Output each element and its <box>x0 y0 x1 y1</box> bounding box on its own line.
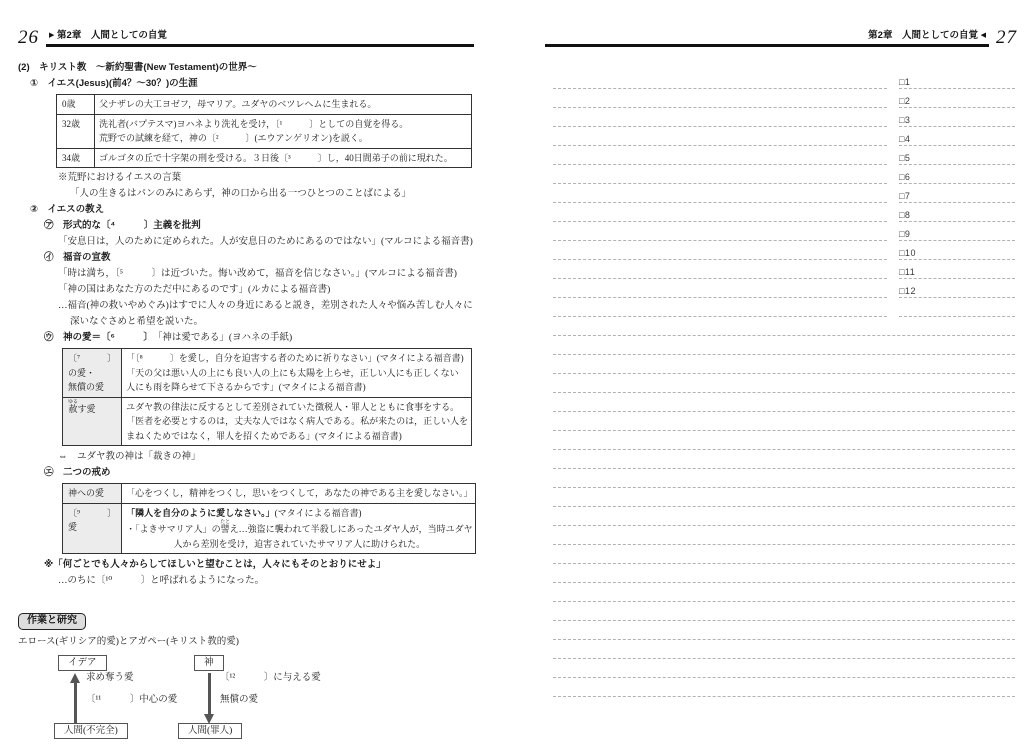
note-answer-line <box>899 203 1015 222</box>
event-cell <box>95 114 472 148</box>
commandments-table <box>62 483 476 554</box>
note-line <box>553 203 887 222</box>
note-number-label: □10 <box>899 248 916 258</box>
right-header-rule <box>545 44 989 47</box>
god-box: 神 <box>194 655 224 671</box>
event-line: 荒野での試練を経て，神の〔² 〕(エウアンゲリオン)を説く。 <box>99 133 368 143</box>
note-line <box>553 127 887 146</box>
note-row <box>553 355 1015 374</box>
commandment-type-line: 愛 <box>68 522 78 532</box>
commandment-type-cell <box>63 503 122 554</box>
love-type-cell <box>63 397 122 446</box>
note-number-label: □1 <box>899 77 911 87</box>
note-line <box>553 640 1015 659</box>
note-answer-line <box>899 184 1015 203</box>
love-type-line: の愛・ <box>68 367 96 378</box>
note-line <box>553 583 1015 602</box>
notes-area <box>553 70 1015 697</box>
note-line <box>553 146 887 165</box>
right-chapter-text: 第2章 人間としての自覚 <box>868 30 978 41</box>
note-row <box>553 108 1015 127</box>
idea-box: イデア <box>58 655 107 671</box>
note-row <box>553 469 1015 488</box>
note-line <box>553 165 887 184</box>
note-line <box>553 488 1015 507</box>
event-line: 洗礼者(バプテスマ)ヨハネより洗礼を受け，〔¹ 〕としての自覚を得る。 <box>99 118 409 129</box>
note-row <box>553 165 1015 184</box>
teaching-b-title: ㋑ 福音の宣教 <box>44 252 111 263</box>
right-header-rule-block <box>545 29 989 47</box>
love-desc-cell <box>122 349 472 398</box>
exercise-badge: 作業と研究 <box>18 613 86 630</box>
note-number-label: □6 <box>899 172 911 182</box>
note-answer-line <box>899 127 1015 146</box>
note-row <box>553 507 1015 526</box>
right-page-header <box>545 28 1017 47</box>
note-line <box>553 526 1015 545</box>
event-cell <box>95 148 472 168</box>
left-header-rule <box>46 44 474 47</box>
teaching-c-title-bold: ㋒ 神の愛＝〔⁶ 〕 <box>44 332 149 343</box>
table-row <box>57 95 472 115</box>
note-number-label: □2 <box>899 96 911 106</box>
event-line: 父ナザレの大工ヨゼフ，母マリア。ユダヤのベツレヘムに生まれる。 <box>99 99 377 109</box>
left-header-rule-block <box>46 29 474 47</box>
note-row <box>553 127 1015 146</box>
note-row <box>553 450 1015 469</box>
note-row <box>553 602 1015 621</box>
eros-agape-diagram <box>18 655 520 747</box>
table-row <box>63 397 472 446</box>
note-row <box>553 222 1015 241</box>
teaching-a-title: ㋐ 形式的な〔⁴ 〕主義を批判 <box>44 220 201 231</box>
love-table <box>62 348 472 446</box>
note-number-label: □9 <box>899 229 911 239</box>
agape-label-1: 〔¹² 〕に与える愛 <box>220 673 321 683</box>
note-line <box>553 355 1015 374</box>
teaching-b-note2: 深いなぐさめと希望を説いた。 <box>70 317 204 327</box>
note-line <box>553 507 1015 526</box>
note-line <box>553 184 887 203</box>
note-answer-line <box>899 260 1015 279</box>
table-row <box>57 114 472 148</box>
commandment-desc-cell <box>122 484 475 504</box>
ruby-text: 譬たと <box>220 520 231 534</box>
note-answer-line <box>899 222 1015 241</box>
event-line: ゴルゴタの丘で十字架の刑を受ける。３日後〔³ 〕し，40日間弟子の前に現れた。 <box>99 152 453 163</box>
teaching-a-quote: 「安息日は，人のために定められた。人が安息日のためにあるのではない」(マルコによる福音書) <box>58 237 473 247</box>
right-page-number: 27 <box>996 27 1017 48</box>
left-chapter-text: 第2章 人間としての自覚 <box>57 30 167 41</box>
note-row <box>553 279 1015 298</box>
note-line <box>553 298 887 317</box>
jesus-life-title: ① イエス(Jesus)(前4？〜30？)の生涯 <box>30 78 198 89</box>
note-line <box>553 70 887 89</box>
love-desc-line: ユダヤ教の律法に反するとして差別されていた徴税人・罪人とともに食事をする。 <box>126 401 460 412</box>
note-line <box>553 222 887 241</box>
table-row <box>63 349 472 398</box>
note-line <box>553 469 1015 488</box>
note-line <box>553 336 1015 355</box>
love-desc-line: 人にも雨を降らせて下さるからです」(マタイによる福音書) <box>126 382 366 392</box>
note-line <box>553 450 1015 469</box>
note-answer-line <box>899 146 1015 165</box>
love-type-line: 無償の愛 <box>68 382 105 392</box>
judaism-note: ⇔ ユダヤ教の神は「裁きの神」 <box>58 452 201 462</box>
love-desc-line: 「天の父は悪い人の上にも良い人の上にも太陽を上らせ，正しい人にも正しくない <box>126 367 459 378</box>
agape-label-2: 無償の愛 <box>220 695 259 705</box>
note-line <box>553 659 1015 678</box>
note-line <box>553 279 887 298</box>
note-answer-line <box>899 298 1015 317</box>
note-line <box>553 374 1015 393</box>
note-row <box>553 146 1015 165</box>
note-row <box>553 70 1015 89</box>
note-line <box>553 241 887 260</box>
human-sinner-box: 人間(罪人) <box>178 723 242 739</box>
note-row <box>553 298 1015 317</box>
note-row <box>553 241 1015 260</box>
note-line <box>553 621 1015 640</box>
forgive-love-label: 赦ゆるす愛 <box>68 399 96 414</box>
right-triangle-icon: ▶ <box>49 32 55 39</box>
note-answer-line <box>899 279 1015 298</box>
wilderness-quote: 「人の生きるはパンのみにあらず，神の口から出る一つひとつのことばによる」 <box>70 189 412 199</box>
commandment-line: 「隣人を自分のように愛しなさい。」(マタイによる福音書) <box>126 507 362 518</box>
note-row <box>553 488 1015 507</box>
note-row <box>553 583 1015 602</box>
note-row <box>553 678 1015 697</box>
note-line <box>553 412 1015 431</box>
note-answer-line <box>899 89 1015 108</box>
jesus-life-table <box>56 94 472 168</box>
note-answer-line <box>899 165 1015 184</box>
note-answer-line <box>899 108 1015 127</box>
up-arrow-icon <box>74 682 77 724</box>
age-cell: 34歳 <box>57 148 95 168</box>
left-page-number: 26 <box>18 27 39 48</box>
left-page-header <box>18 28 474 47</box>
commandment-line: 「心をつくし，精神をつくし，思いをつくして，あなたの神である主を愛しなさい。」 <box>126 488 473 498</box>
commandment-line: 人から差別を受け，迫害されていたサマリア人に助けられた。 <box>173 538 426 549</box>
note-number-label: □4 <box>899 134 911 144</box>
note-number-label: □3 <box>899 115 911 125</box>
note-row <box>553 260 1015 279</box>
teaching-c-title <box>44 330 520 346</box>
note-number-label: □7 <box>899 191 911 201</box>
note-row <box>553 621 1015 640</box>
love-desc-line: まねくためではなく，罪人を招くためである」(マタイによる福音書) <box>126 430 402 441</box>
love-type-line: 〔⁷ 〕 <box>68 353 117 363</box>
left-page-content <box>18 60 520 747</box>
note-row <box>553 184 1015 203</box>
teaching-b-quote1: 「時は満ち，〔⁵ 〕は近づいた。悔い改めて，福音を信じなさい。」(マルコによる福音書) <box>58 269 457 279</box>
note-line <box>553 431 1015 450</box>
section-title: (2) キリスト教 〜新約聖書(New Testament)の世界〜 <box>18 62 257 73</box>
commandment-line: ・「よきサマリア人」の譬たとえ…強盗に襲われて半殺しにあったユダヤ人が，当時ユダヤ <box>126 520 473 534</box>
note-row <box>553 374 1015 393</box>
note-row <box>553 203 1015 222</box>
teachings-title: ② イエスの教え <box>30 204 105 215</box>
wilderness-note-title: ※荒野におけるイエスの言葉 <box>58 173 182 183</box>
note-number-label: □5 <box>899 153 911 163</box>
note-line <box>553 89 887 108</box>
down-arrow-icon <box>208 673 211 715</box>
exercise-section <box>18 613 520 747</box>
left-chapter-title <box>46 29 474 44</box>
note-line <box>553 108 887 127</box>
note-row <box>553 526 1015 545</box>
golden-rule-note: …のちに〔¹⁰ 〕と呼ばれるようになった。 <box>58 576 265 586</box>
note-line <box>553 317 1015 336</box>
note-row <box>553 564 1015 583</box>
table-row <box>57 148 472 168</box>
teaching-c-title-rest: 「神は愛である」(ヨハネの手紙) <box>148 333 293 343</box>
note-row <box>553 317 1015 336</box>
note-row <box>553 640 1015 659</box>
note-number-label: □12 <box>899 286 916 296</box>
exercise-lead: エロース(ギリシア的愛)とアガペー(キリスト教的愛) <box>18 637 239 647</box>
note-line <box>553 260 887 279</box>
note-row <box>553 412 1015 431</box>
commandment-type-line: 〔⁹ 〕 <box>68 507 117 518</box>
commandment-type-cell: 神への愛 <box>63 484 122 504</box>
note-row <box>553 431 1015 450</box>
commandment-desc-cell <box>122 503 475 554</box>
human-imperfect-box: 人間(不完全) <box>54 723 128 739</box>
age-cell: 0歳 <box>57 95 95 115</box>
love-type-cell <box>63 349 122 398</box>
note-row <box>553 393 1015 412</box>
event-cell <box>95 95 472 115</box>
note-line <box>553 564 1015 583</box>
note-row <box>553 659 1015 678</box>
note-line <box>553 545 1015 564</box>
eros-label-1: 求め奪う愛 <box>86 673 134 683</box>
teaching-b-note1: …福音(神の救いやめぐみ)はすでに人々の身近にあると説き，差別された人々や悩み苦しむ人々に <box>58 301 473 311</box>
note-number-label: □8 <box>899 210 911 220</box>
love-desc-line: 「〔⁸ 〕を愛し，自分を迫害する者のために祈りなさい」(マタイによる福音書) <box>126 353 464 363</box>
teaching-d-title: ㋓ 二つの戒め <box>44 467 111 478</box>
table-row <box>63 484 476 504</box>
right-chapter-title <box>545 29 989 44</box>
note-answer-line <box>899 70 1015 89</box>
note-row <box>553 545 1015 564</box>
left-triangle-icon: ◀ <box>980 32 986 39</box>
note-row <box>553 89 1015 108</box>
note-line <box>553 678 1015 697</box>
eros-label-2: 〔¹¹ 〕中心の愛 <box>86 695 178 705</box>
golden-rule: ※「何ごとでも人々からしてほしいと望むことは，人々にもそのとおりにせよ」 <box>44 559 386 570</box>
table-row <box>63 503 476 554</box>
ruby-text: 赦ゆる <box>68 399 79 414</box>
note-line <box>553 602 1015 621</box>
note-row <box>553 336 1015 355</box>
note-answer-line <box>899 241 1015 260</box>
love-desc-cell <box>122 397 472 446</box>
love-desc-line: 「医者を必要とするのは，丈夫な人ではなく病人である。私が来たのは，正しい人を <box>126 416 469 426</box>
age-cell: 32歳 <box>57 114 95 148</box>
teaching-b-quote2: 「神の国はあなた方のただ中にあるのです」(ルカによる福音書) <box>58 285 331 295</box>
note-line <box>553 393 1015 412</box>
note-number-label: □11 <box>899 267 916 277</box>
